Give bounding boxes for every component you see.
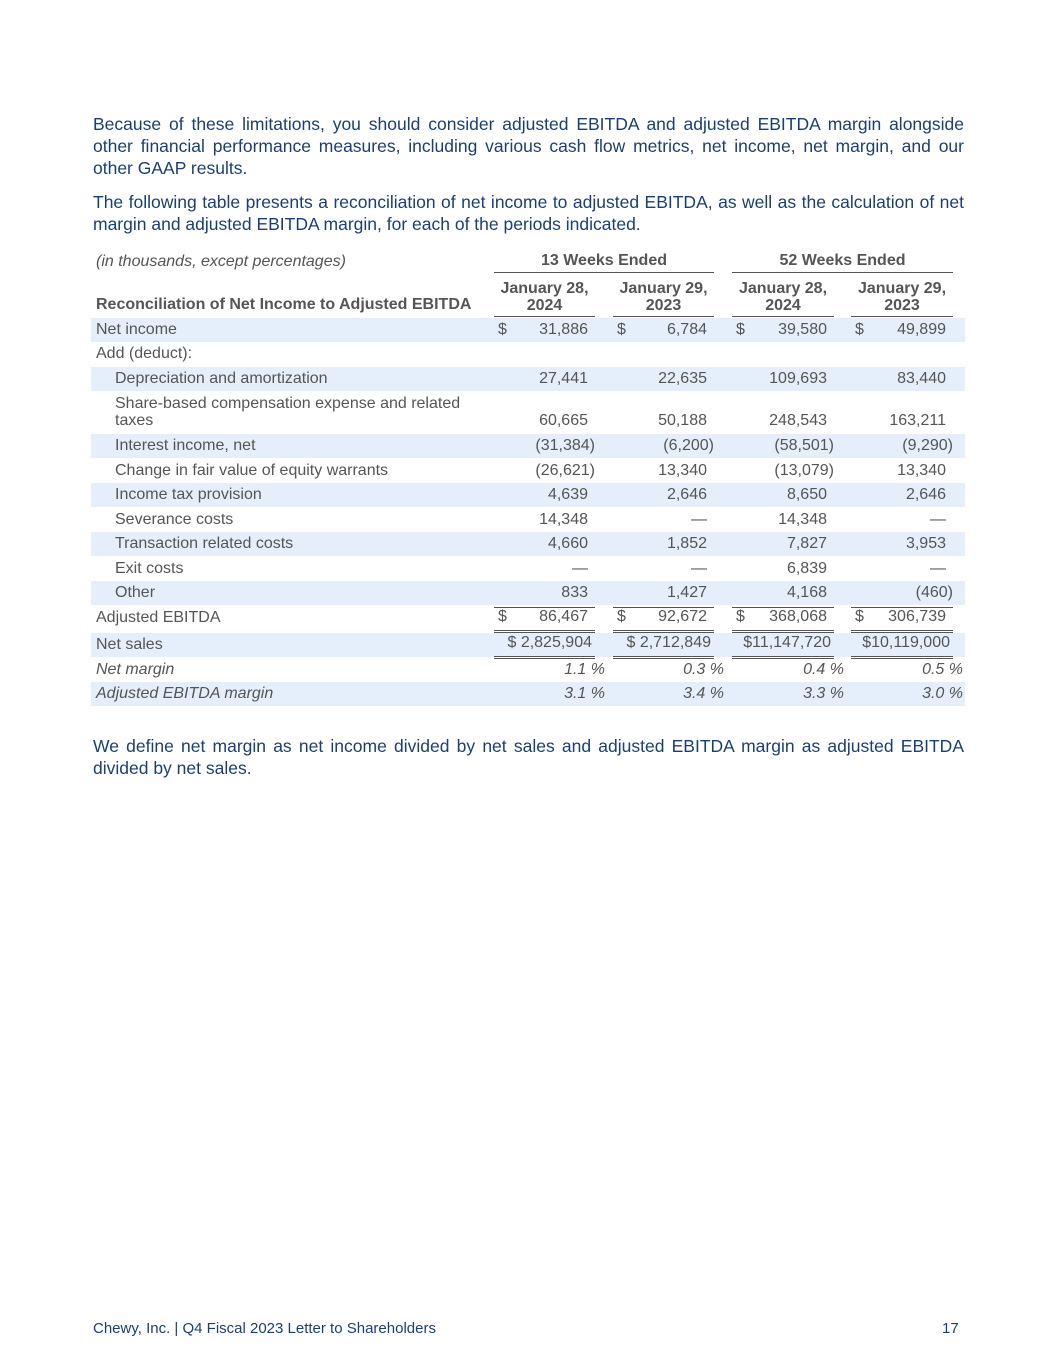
table-title: Reconciliation of Net Income to Adjusted EBITDA [96, 296, 472, 313]
column-header: January 28, 2024 [732, 280, 834, 317]
row-label: Income tax provision [115, 486, 262, 503]
row-label: Other [115, 584, 156, 601]
column-header: January 29, 2023 [613, 280, 714, 317]
units-note: (in thousands, except percentages) [96, 253, 346, 270]
table-row-warrants: Change in fair value of equity warrants (26,621) 13,340 (13,079) 13,340 [115, 462, 946, 479]
page-number: 17 [942, 1320, 959, 1337]
row-label: Transaction related costs [115, 535, 294, 552]
footer-text: Chewy, Inc. | Q4 Fiscal 2023 Letter to Shareholders [93, 1320, 436, 1337]
table-row-net-sales: Net sales $ 2,825,904 $ 2,712,849 $11,147,720 $10,119,000 [91, 633, 965, 657]
row-label: Share-based compensation expense and related taxes [115, 395, 461, 429]
table-row-adjusted-ebitda-margin: Adjusted EBITDA margin 3.1 % 3.4 % 3.3 % 3.0 % [91, 682, 965, 706]
table-row-depreciation: Depreciation and amortization 27,441 22,635 109,693 83,440 [91, 367, 965, 391]
row-label: Interest income, net [115, 437, 256, 454]
column-header: January 28, 2024 [494, 280, 595, 317]
row-label: Adjusted EBITDA [96, 609, 221, 626]
row-label: Adjusted EBITDA margin [96, 685, 274, 702]
intro-paragraph: Because of these limitations, you should consider adjusted EBITDA and adjusted EBITDA margin alongside other financial performance measures, including various cash flow metrics, net income, net margin, and our other GAAP results. [93, 114, 964, 178]
group-header-13-weeks: 13 Weeks Ended [494, 252, 714, 273]
table-row-net-income: Net income $ 31,886 $ 6,784 $ 39,580 $ 49,899 [91, 318, 965, 342]
table-row-net-margin: Net margin 1.1 % 0.3 % 0.4 % 0.5 % [96, 661, 963, 678]
table-row-other: Other 833 1,427 4,168 (460) [91, 581, 965, 605]
row-label: Net sales [96, 636, 163, 653]
table-row-share-based: Share-based compensation expense and related taxes 60,665 50,188 248,543 163,211 [115, 395, 946, 429]
row-label: Change in fair value of equity warrants [115, 462, 389, 479]
table-row-transaction: Transaction related costs 4,660 1,852 7,827 3,953 [91, 532, 965, 556]
definition-paragraph: We define net margin as net income divided by net sales and adjusted EBITDA margin as adjusted EBITDA divided by net sales. [93, 736, 964, 778]
table-row-interest: Interest income, net (31,384) (6,200) (58,501) (9,290) [91, 434, 965, 458]
row-label: Severance costs [115, 511, 234, 528]
row-label: Net income [96, 321, 177, 338]
table-row-adjusted-ebitda: Adjusted EBITDA $ 86,467 $ 92,672 $ 368,068 $ 306,739 [91, 606, 965, 630]
table-row-add-deduct [91, 342, 965, 366]
row-label: Depreciation and amortization [115, 370, 328, 387]
group-header-52-weeks: 52 Weeks Ended [732, 252, 953, 273]
row-label: Add (deduct): [96, 345, 193, 362]
table-row-tax: Income tax provision 4,639 2,646 8,650 2,646 [91, 483, 965, 507]
table-title-row [91, 293, 965, 317]
row-label: Net margin [96, 661, 175, 678]
row-label: Exit costs [115, 560, 184, 577]
table-row-severance: Severance costs 14,348 — 14,348 — [115, 511, 946, 528]
table-row-exit: Exit costs — — 6,839 — [115, 560, 946, 577]
column-header: January 29, 2023 [851, 280, 953, 317]
table-intro-paragraph: The following table presents a reconciliation of net income to adjusted EBITDA, as well as the calculation of net margin and adjusted EBITDA margin, for each of the periods indicated. [93, 192, 964, 234]
